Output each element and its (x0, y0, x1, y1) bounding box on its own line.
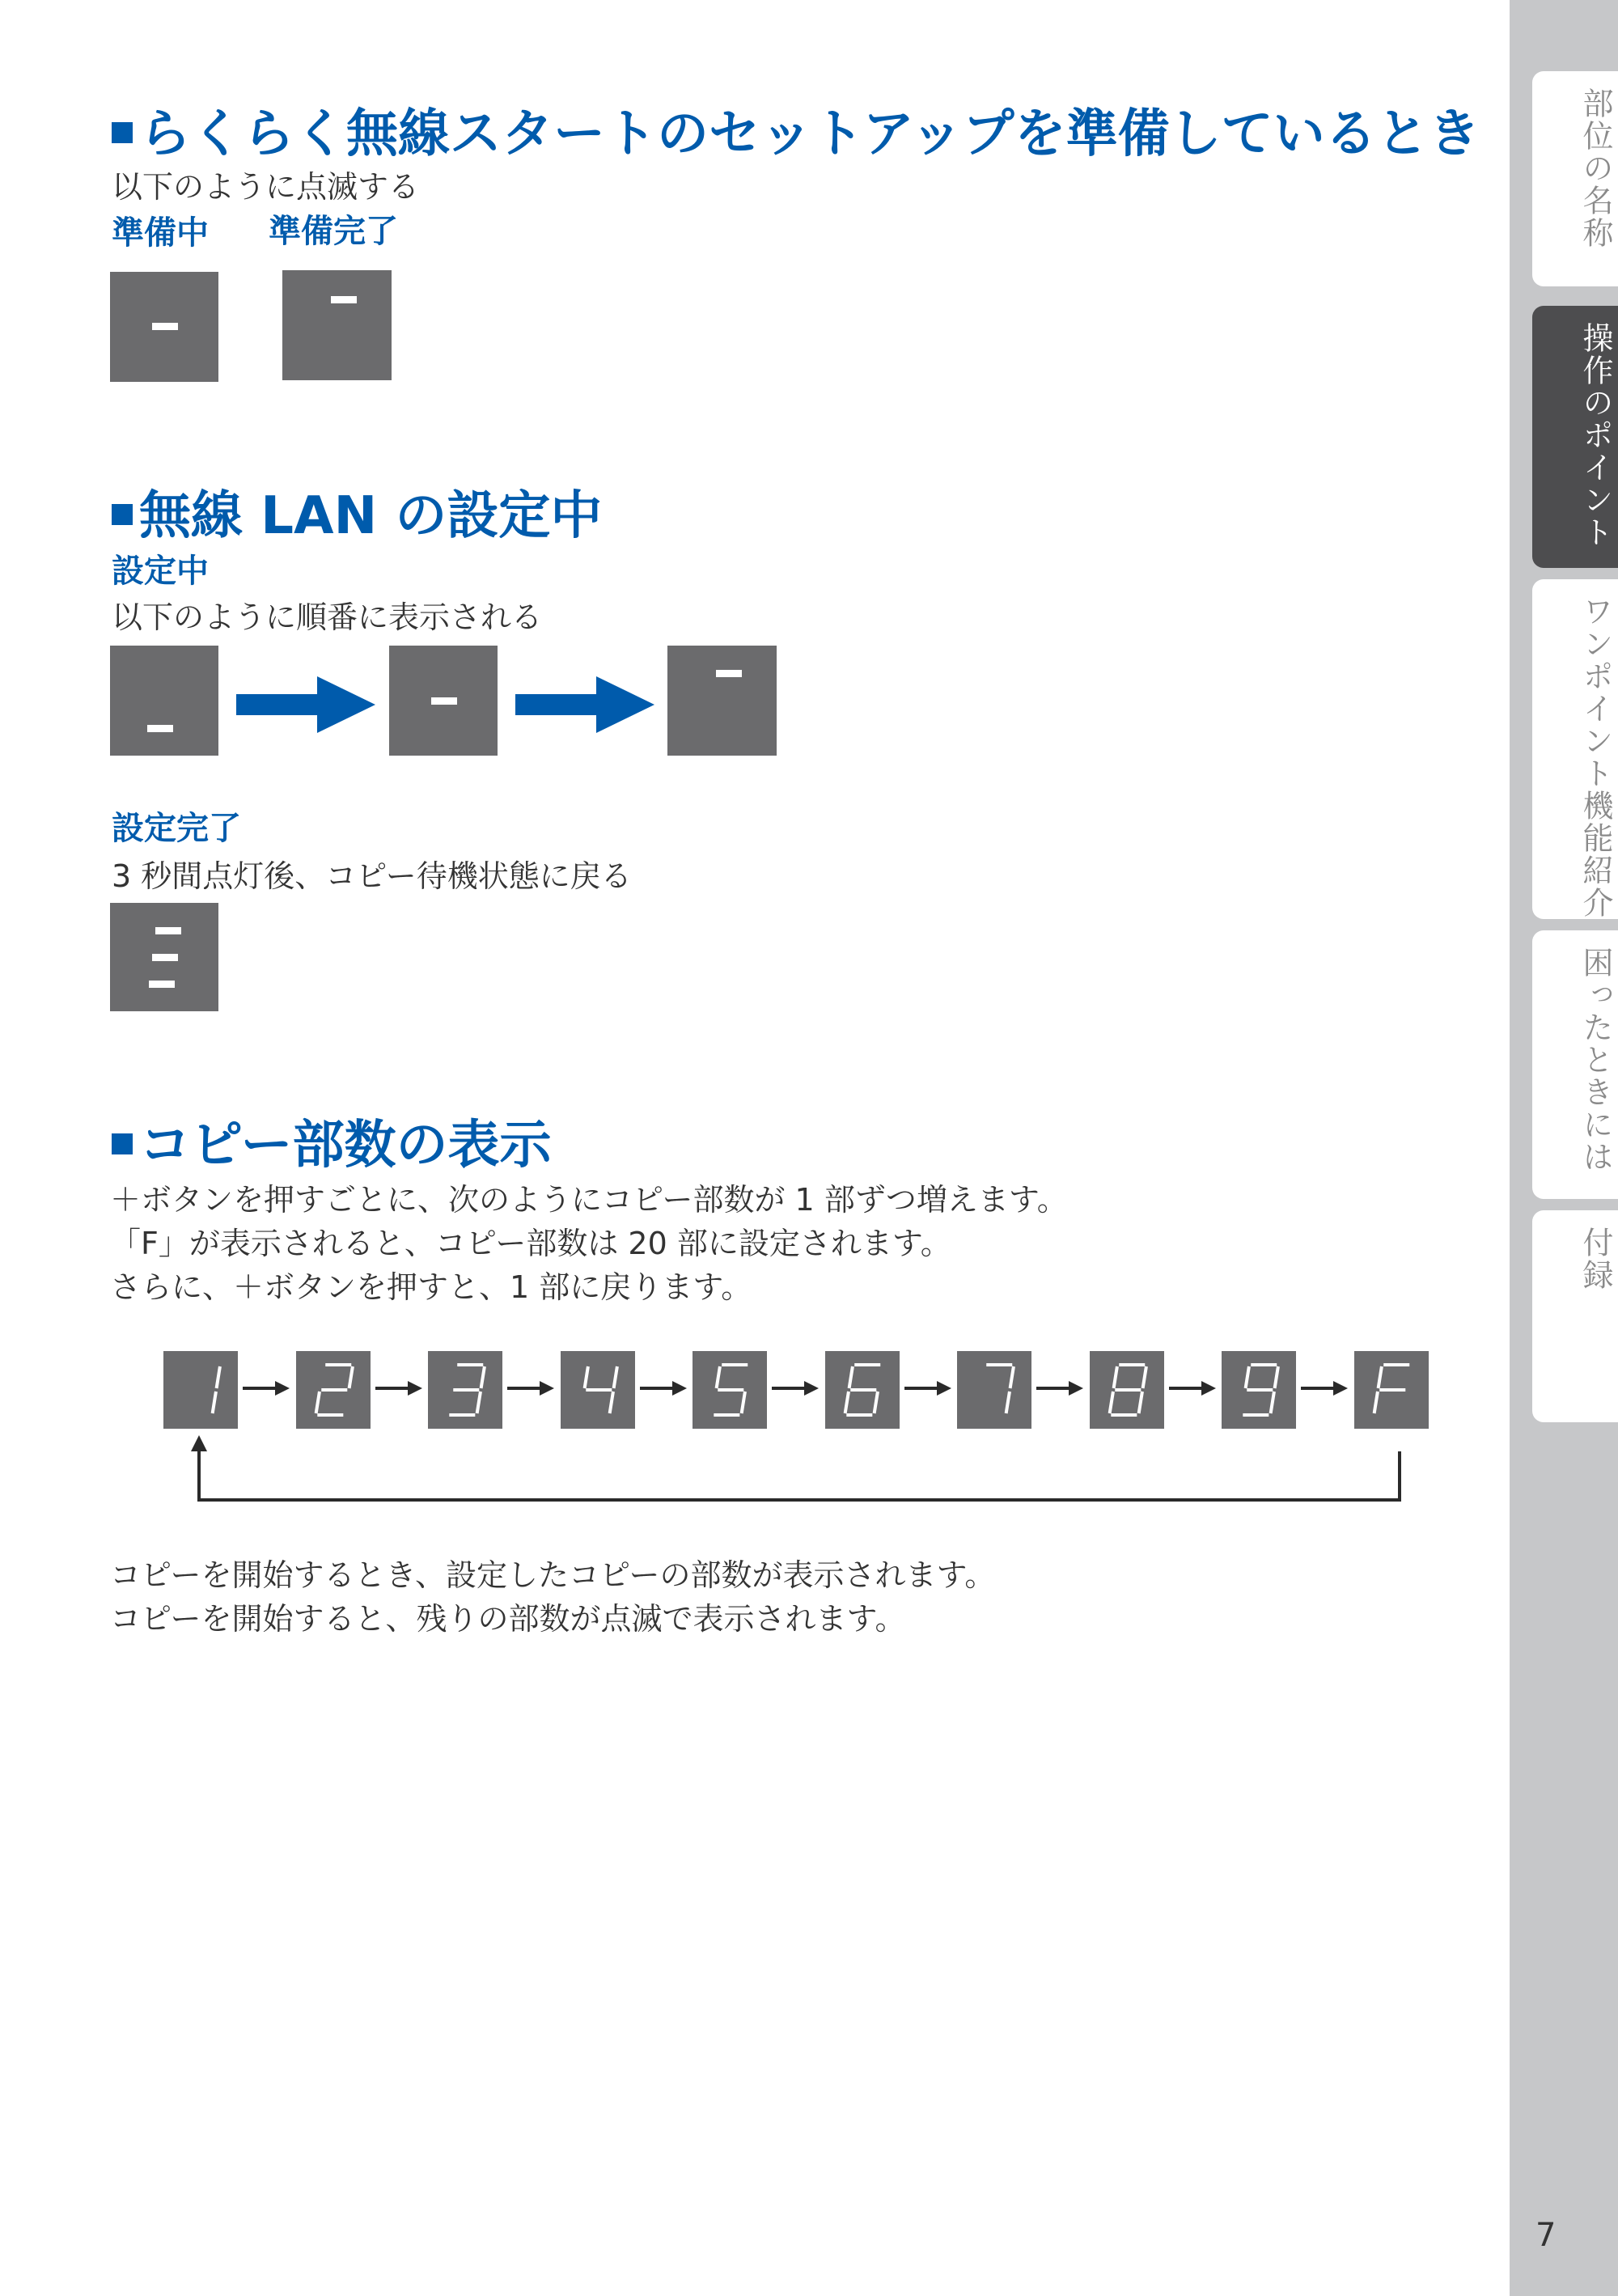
lcd-segment-middle (152, 323, 178, 330)
square-bullet-icon (112, 122, 133, 143)
square-bullet-icon (112, 504, 133, 525)
small-arrow-right-icon (375, 1380, 424, 1396)
seven-segment-glyph (825, 1351, 900, 1429)
footer-line-2: コピーを開始すると、残りの部数が点滅で表示されます。 (110, 1601, 906, 1637)
tab-part-names[interactable] (1532, 71, 1618, 286)
small-arrow-right-icon (1169, 1380, 1218, 1396)
seven-segment-glyph (693, 1351, 767, 1429)
segment-c (874, 1392, 877, 1413)
copy-count-digit-2 (296, 1351, 371, 1429)
section1-description: 以下のように点滅する (112, 169, 420, 205)
seven-segment-glyph (428, 1351, 502, 1429)
copy-count-line-2: 「F」が表示されると、コピー部数は 20 部に設定されます。 (110, 1226, 951, 1261)
small-arrow-right-icon (507, 1380, 556, 1396)
loop-back-arrow (186, 1435, 1406, 1503)
lcd-progress-step-1 (110, 646, 218, 756)
segment-c (609, 1392, 612, 1413)
segment-b (1142, 1366, 1146, 1388)
copy-count-digit-7 (957, 1351, 1031, 1429)
lcd-segment-top (331, 296, 357, 303)
tab-label: 困ったときには (1578, 947, 1613, 1173)
small-arrow-right-icon (772, 1380, 820, 1396)
in-progress-description: 以下のように順番に表示される (112, 599, 543, 635)
segment-c (213, 1392, 216, 1413)
arrow-right-icon (515, 676, 654, 733)
segment-b (1275, 1366, 1278, 1388)
lcd-progress-step-3 (667, 646, 777, 756)
segment-e (845, 1392, 848, 1413)
segment-f (1113, 1366, 1116, 1388)
lcd-preparing (110, 272, 218, 382)
tab-label: 付録 (1578, 1226, 1613, 1291)
copy-count-digit-F (1354, 1351, 1429, 1429)
copy-count-digit-9 (1222, 1351, 1296, 1429)
lcd-segment-middle (152, 954, 178, 961)
tab-troubleshooting[interactable] (1532, 930, 1618, 1199)
tab-operation-points[interactable] (1532, 306, 1618, 568)
segment-c (1271, 1392, 1274, 1413)
seven-segment-glyph (561, 1351, 635, 1429)
copy-count-digit-6 (825, 1351, 900, 1429)
tab-one-point-features[interactable] (1532, 579, 1618, 919)
copy-count-line-1: ＋ボタンを押すごとに、次のようにコピー部数が 1 部ずつ増えます。 (110, 1182, 1068, 1218)
small-arrow-right-icon (243, 1380, 291, 1396)
lcd-segment-middle (431, 697, 457, 705)
segment-c (1138, 1392, 1141, 1413)
segment-c (1006, 1392, 1010, 1413)
label-preparing: 準備中 (112, 214, 209, 252)
tab-label: 操作のポイント (1578, 322, 1613, 549)
square-bullet-icon (112, 1133, 133, 1154)
page-number: 7 (1535, 2217, 1557, 2254)
lcd-setup-done (110, 903, 218, 1011)
lcd-segment-bottom (147, 725, 173, 732)
segment-b (481, 1366, 485, 1388)
footer-line-1: コピーを開始するとき、設定したコピーの部数が表示されます。 (110, 1557, 996, 1593)
seven-segment-glyph (1090, 1351, 1164, 1429)
copy-count-digit-1 (163, 1351, 238, 1429)
copy-count-digit-4 (561, 1351, 635, 1429)
lcd-segment-top (155, 927, 181, 934)
label-in-progress: 設定中 (112, 553, 209, 590)
section-heading-wlan-setup: 無線 LAN の設定中 (112, 490, 602, 542)
setup-done-description: 3 秒間点灯後、コピー待機状態に戻る (112, 858, 632, 894)
small-arrow-right-icon (904, 1380, 953, 1396)
lcd-progress-step-2 (389, 646, 498, 756)
section-heading-easy-wireless: らくらく無線スタートのセットアップを準備しているとき (112, 108, 1480, 160)
seven-segment-glyph (1354, 1351, 1429, 1429)
seven-segment-glyph (163, 1351, 238, 1429)
segment-e (316, 1392, 319, 1413)
segment-f (1246, 1366, 1249, 1388)
label-ready: 準備完了 (269, 213, 398, 250)
segment-b (349, 1366, 352, 1388)
sidebar (1510, 0, 1618, 2296)
segment-c (477, 1392, 481, 1413)
lcd-segment-top (716, 670, 742, 677)
seven-segment-glyph (296, 1351, 371, 1429)
tab-label: 部位の名称 (1578, 87, 1613, 249)
segment-b (217, 1366, 220, 1388)
segment-f (849, 1366, 852, 1388)
seven-segment-glyph (957, 1351, 1031, 1429)
small-arrow-right-icon (1301, 1380, 1349, 1396)
tab-appendix[interactable] (1532, 1210, 1618, 1422)
tab-label: ワンポイント機能紹介 (1578, 595, 1613, 919)
seven-segment-glyph (1222, 1351, 1296, 1429)
copy-count-digit-8 (1090, 1351, 1164, 1429)
segment-c (742, 1392, 745, 1413)
arrow-right-icon (236, 676, 375, 733)
copy-count-digit-3 (428, 1351, 502, 1429)
copy-count-line-3: さらに、＋ボタンを押すと、1 部に戻ります。 (110, 1269, 752, 1305)
label-setup-done: 設定完了 (112, 810, 241, 847)
segment-f (1378, 1366, 1381, 1388)
segment-e (1109, 1392, 1112, 1413)
segment-f (584, 1366, 587, 1388)
segment-f (717, 1366, 720, 1388)
segment-b (1010, 1366, 1014, 1388)
small-arrow-right-icon (640, 1380, 688, 1396)
copy-count-digit-5 (693, 1351, 767, 1429)
section-heading-copy-count: コピー部数の表示 (112, 1120, 551, 1171)
lcd-segment-bottom (149, 981, 175, 988)
segment-e (1374, 1392, 1377, 1413)
small-arrow-right-icon (1036, 1380, 1085, 1396)
lcd-ready (282, 270, 392, 380)
segment-b (613, 1366, 616, 1388)
